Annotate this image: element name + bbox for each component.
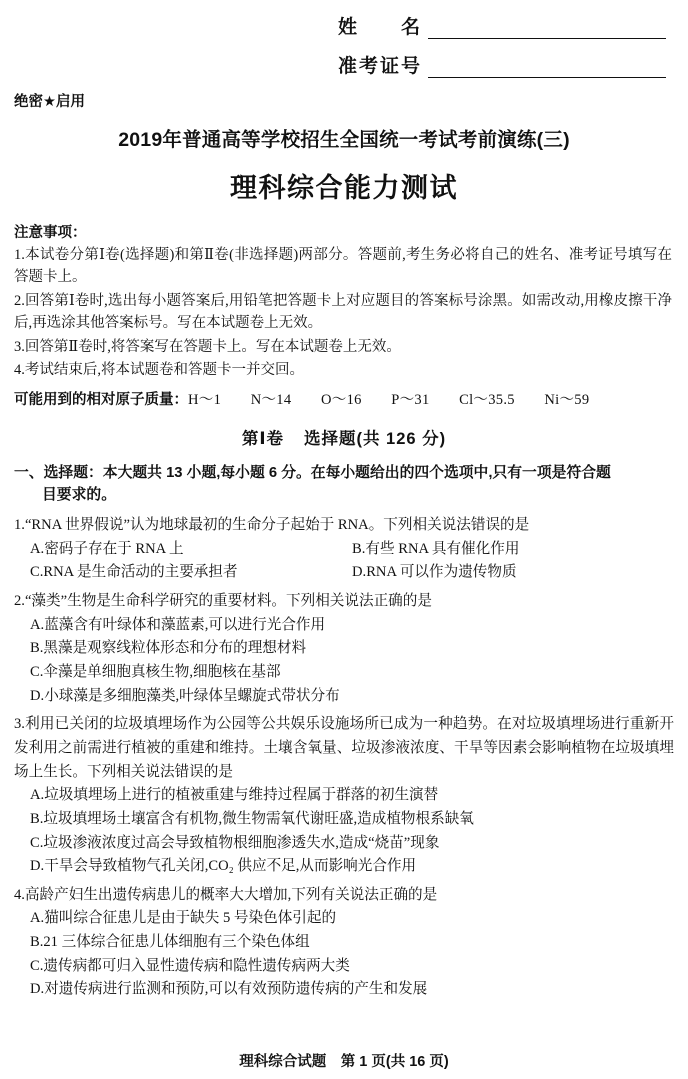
header-fields [0, 0, 688, 78]
name-field-blank[interactable] [428, 18, 666, 39]
question-stem [14, 713, 674, 784]
option-d[interactable]: D.对遗传病进行监测和预防,可以有效预防遗传病的产生和发展 [30, 981, 428, 998]
question-options [30, 784, 674, 879]
exam-title: 2019年普通高等学校招生全国统一考试考前演练(三) [118, 129, 570, 151]
question-stem [14, 514, 674, 538]
section-intro [14, 462, 674, 506]
option-a[interactable]: A.密码子存在于 RNA 上 [30, 540, 184, 557]
question-number: 4. [14, 886, 25, 903]
option-b[interactable]: B.垃圾填埋场土壤富含有机物,微生物需氧代谢旺盛,造成植物根系缺氧 [30, 810, 474, 827]
option-d[interactable]: D.小球藻是多细胞藻类,叶绿体呈螺旋式带状分布 [30, 687, 340, 704]
option-a[interactable]: A.猫叫综合征患儿是由于缺失 5 号染色体引起的 [30, 910, 337, 927]
option-c[interactable]: C.遗传病都可归入显性遗传病和隐性遗传病两大类 [30, 957, 350, 974]
question-number: 1. [14, 517, 25, 534]
option-a[interactable]: A.垃圾填埋场上进行的植被重建与维持过程属于群落的初生演替 [30, 787, 439, 804]
question-text: “RNA 世界假说”认为地球最初的生命分子起始于 RNA。下列相关说法错误的是 [24, 517, 530, 534]
option-b[interactable]: B.21 三体综合征患儿体细胞有三个染色体组 [30, 934, 310, 951]
subject-title: 理科综合能力测试 [230, 173, 458, 203]
option-c[interactable]: C.伞藻是单细胞真核生物,细胞核在基部 [30, 664, 281, 681]
ticket-field-label: 准考证号 [337, 56, 422, 77]
option-d[interactable]: D.干旱会导致植物气孔关闭,CO₂ 供应不足,从而影响光合作用 [30, 858, 417, 875]
question-number: 3. [14, 716, 25, 733]
notice-item: 4.考试结束后,将本试题卷和答题卡一并交回。 [14, 362, 304, 379]
question-item [14, 713, 674, 878]
option-a[interactable]: A.蓝藻含有叶绿体和藻蓝素,可以进行光合作用 [30, 616, 326, 633]
option-d[interactable]: D.RNA 可以作为遗传物质 [352, 564, 517, 581]
section-intro-line2: 目要求的。 [42, 487, 116, 503]
question-options [30, 538, 674, 585]
question-options [30, 614, 674, 709]
question-stem [14, 590, 674, 614]
page-footer: 理科综合试题 第 1 页(共 16 页) [239, 1054, 449, 1070]
notice-item: 1.本试卷分第Ⅰ卷(选择题)和第Ⅱ卷(非选择题)两部分。答题前,考生务必将自己的姓名、准考证号填写在答题卡上。 [14, 247, 672, 286]
relative-atomic-mass-values: H～1 N～14 O～16 P～31 Cl～35.5 Ni～59 [188, 391, 590, 408]
relative-atomic-mass-line [14, 388, 688, 409]
question-item [14, 884, 674, 1002]
notice-item: 2.回答第Ⅰ卷时,选出每小题答案后,用铅笔把答题卡上对应题目的答案标号涂黑。如需改动,用橡皮擦干净后,再选涂其他答案标号。写在本试题卷上无效。 [14, 292, 672, 332]
paper-part-heading [0, 425, 688, 449]
question-text: “藻类”生物是生命科学研究的重要材料。下列相关说法正确的是 [24, 593, 432, 610]
option-c[interactable]: C.垃圾渗液浓度过高会导致植物根细胞渗透失水,造成“烧苗”现象 [30, 834, 440, 851]
question-item [14, 590, 674, 708]
question-text: 高龄产妇生出遗传病患儿的概率大大增加,下列有关说法正确的是 [24, 886, 438, 903]
question-number: 2. [14, 593, 25, 610]
question-stem [14, 884, 674, 908]
question-text: 利用已关闭的垃圾填埋场作为公园等公共娱乐设施场所已成为一种趋势。在对垃圾填埋场进行重新开发利用之前需进行植被的重建和维持。土壤含氧量、垃圾渗液浓度、干旱等因素会影响植物在垃圾填埋场上生长。下列相关说法错误的是 [14, 716, 674, 780]
option-b[interactable]: B.有些 RNA 具有催化作用 [352, 540, 520, 557]
relative-atomic-mass-label: 可能用到的相对原子质量： [14, 391, 188, 408]
ticket-field-blank[interactable] [428, 57, 666, 78]
notice-heading: 注意事项： [14, 225, 87, 241]
section-intro-line1: 一、选择题：本大题共 13 小题,每小题 6 分。在每小题给出的四个选项中,只有一项是符合题 [14, 464, 611, 481]
option-b[interactable]: B.黑藻是观察线粒体形态和分布的理想材料 [30, 640, 307, 657]
notice-item: 3.回答第Ⅱ卷时,将答案写在答题卡上。写在本试题卷上无效。 [14, 338, 401, 355]
question-item [14, 514, 674, 585]
question-options [30, 907, 674, 1002]
name-field-row [0, 12, 688, 39]
name-field-label: 姓 名 [337, 17, 422, 38]
ticket-field-row [0, 51, 688, 78]
option-c[interactable]: C.RNA 是生命活动的主要承担者 [30, 564, 238, 581]
paper-part-label: 第Ⅰ卷 [241, 429, 284, 448]
secret-notice: 绝密★启用 [14, 94, 85, 110]
question-list [14, 514, 674, 1002]
notice-list [14, 244, 672, 382]
paper-part-type: 选择题(共 126 分) [303, 429, 447, 448]
